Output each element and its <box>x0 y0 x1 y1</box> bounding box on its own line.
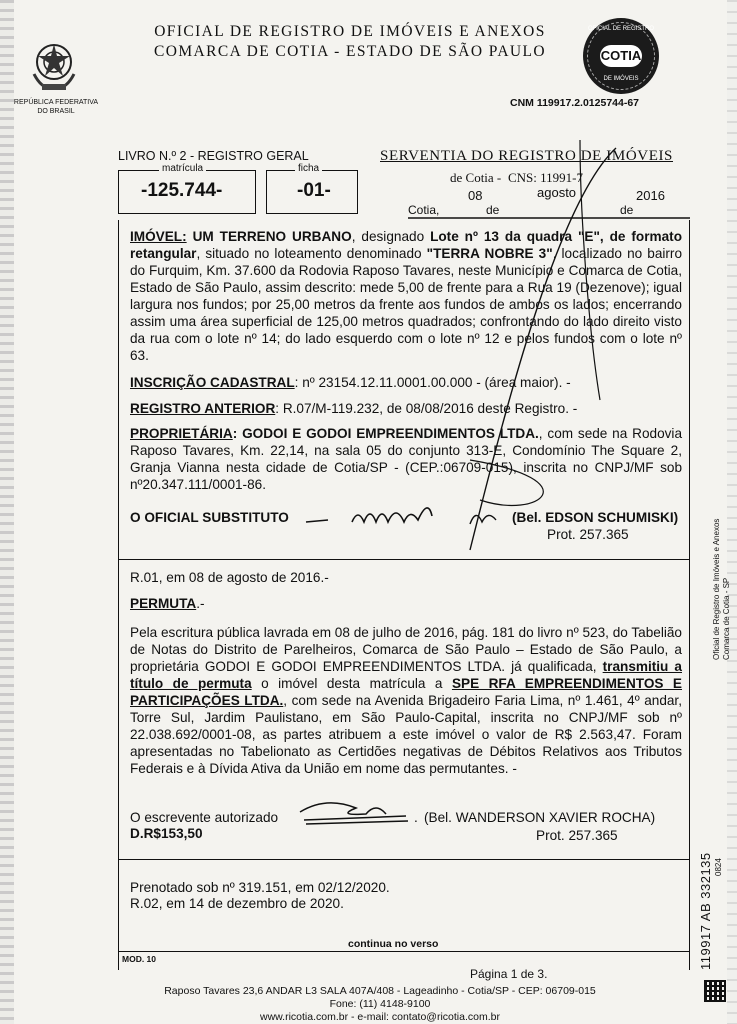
cns-code: CNS: 11991-7 <box>508 170 583 185</box>
registro-anterior: REGISTRO ANTERIOR: R.07/M-119.232, de 08/08/2016 deste Registro. - <box>130 401 578 416</box>
oficial-substituto-label: O OFICIAL SUBSTITUTO <box>130 510 289 525</box>
proprietaria-paragraph: PROPRIETÁRIA: GODOI E GODOI EMPREENDIMENTOS LTDA., com sede na Rodovia Raposo Tavares, Km. 22,14, na sala 05 do conjunto 313-E, Condomínio The Square 2, Granja Vianna nesta cidade de Cotia/SP - (CEP.:06709-015), inscrita no CNPJ/MF sob nº20.347.111/0001-86. <box>130 426 683 492</box>
security-serial-small: 0824 <box>714 858 723 876</box>
security-serial: 119917 AB 332135 <box>698 852 713 970</box>
r02-heading: R.02, em 14 de dezembro de 2020. <box>130 896 344 911</box>
serventia-title: SERVENTIA DO REGISTRO DE IMÓVEIS <box>380 148 673 164</box>
oficial-prot: Prot. 257.365 <box>547 527 629 542</box>
escrevente-prot: Prot. 257.365 <box>536 828 618 843</box>
oficial-name: (Bel. EDSON SCHUMISKI) <box>512 510 679 525</box>
republic-label: REPÚBLICA FEDERATIVA DO BRASIL <box>13 99 99 115</box>
permuta-paragraph: Pela escritura pública lavrada em 08 de julho de 2016, pág. 181 do livro nº 523, do Tabelião de Notas do Distrito de Parelheiros, Comarca de São Paulo – Estado de São Paulo, a proprietária GODOI E GODOI EMPREENDIMENTOS LTDA. já qualificada, transmitiu a título de permuta o imóvel desta matrícula a SPE RFA EMPREENDIMENTOS E PARTICIPAÇÕES LTDA., com sede na Avenida Brigadeiro Faria Lima, nº 1.461, 4º andar, Torre Sul, Jardim Paulistano, em São Paulo-Capital, inscrita no CNPJ/MF sob nº 22.038.692/0001-08, as partes atribuem a este imóvel o valor de R$ 2.563,47. Foram apresentadas no Tabelionato as Certidões negativas de Débitos Relativos aos Tributos Federais e à Dívida Ativa da União em nome das permutantes. - <box>130 625 683 776</box>
model-number: MOD. 10 <box>122 954 157 964</box>
ficha-box <box>266 163 358 214</box>
side-office-name: Oficial de Registro de Imóveis e Anexos <box>712 518 721 660</box>
dr-value: D.R$153,50 <box>130 826 203 841</box>
scan-edge-right <box>727 0 737 1024</box>
page-number: Página 1 de 3. <box>470 967 548 981</box>
continua-no-verso: continua no verso <box>348 938 439 950</box>
cnm-code: CNM 119917.2.0125744-67 <box>510 97 640 109</box>
divider-1 <box>118 559 690 560</box>
r01-heading: R.01, em 08 de agosto de 2016.- <box>130 570 329 585</box>
office-title: OFICIAL DE REGISTRO DE IMÓVEIS E ANEXOS COMARCA DE COTIA - ESTADO DE SÃO PAULO <box>154 23 546 60</box>
footer-address: Raposo Tavares 23,6 ANDAR L3 SALA 407A/408 - Lageadinho - Cotia/SP - CEP: 06709-015 Fone: (11) 4148-9100 www.ricotia.com.br - e-mail: contato@ricotia.com.br <box>164 985 596 1023</box>
de-cotia: de Cotia - <box>450 170 502 185</box>
escrevente-signature <box>296 794 416 828</box>
matricula-label: matrícula <box>159 163 206 174</box>
cross-out-strokes <box>440 140 640 560</box>
date-month: agosto <box>537 185 577 200</box>
scan-edge-left <box>0 0 14 1024</box>
escrevente-label: O escrevente autorizado <box>130 810 279 825</box>
inscricao-cadastral: INSCRIÇÃO CADASTRAL: nº 23154.12.11.0001.00.000 - (área maior). - <box>130 375 571 390</box>
signature-dot: . <box>414 810 418 825</box>
matricula-number: -125.744- <box>141 180 223 201</box>
divider-3 <box>118 951 690 952</box>
cotia-registry-seal: OFICIAL DE REGISTRO COTIA DE IMÓVEIS <box>583 18 659 94</box>
qr-code-icon <box>704 980 726 1002</box>
date-day: 08 <box>468 188 483 203</box>
date-separator-2: de <box>620 203 634 217</box>
livro-label: LIVRO N.º 2 - REGISTRO GERAL <box>118 149 309 163</box>
escrevente-name: (Bel. WANDERSON XAVIER ROCHA) <box>424 810 656 825</box>
cotia-date-label: Cotia, <box>408 203 440 217</box>
imovel-paragraph: IMÓVEL: UM TERRENO URBANO, designado Lote nº 13 da quadra "E", de formato retangular, situado no loteamento denominado "TERRA NOBRE 3", localizado no bairro do Furquim, Km. 37.600 da Rodovia Raposo Tavares, neste Município e Comarca de Cotia, Estado de São Paulo, assim descrito: mede 5,00 de frente para a Rua 19 (Dezenove); igual largura nos fundos; por 25,00 metros da frente aos fundos de ambos os lados; encerrando assim uma área superficial de 125,00 metros quadrados; confrontando do lado direito visto da rua com o lote nº 14; do lado esquerdo com o lote nº 12 e pelos fundos com o lote nº 63. <box>130 229 683 363</box>
matricula-box <box>118 163 256 214</box>
brazil-coat-of-arms-icon <box>28 38 80 94</box>
divider-2 <box>118 859 690 860</box>
side-comarca: Comarca de Cotia - SP <box>722 577 731 660</box>
permuta-title: PERMUTA.- <box>130 596 205 611</box>
date-year: 2016 <box>636 188 665 203</box>
ficha-label: ficha <box>295 163 322 174</box>
ficha-number: -01- <box>297 180 331 201</box>
date-separator-1: de <box>486 203 500 217</box>
r02-prenotado: Prenotado sob nº 319.151, em 02/12/2020. <box>130 880 390 895</box>
